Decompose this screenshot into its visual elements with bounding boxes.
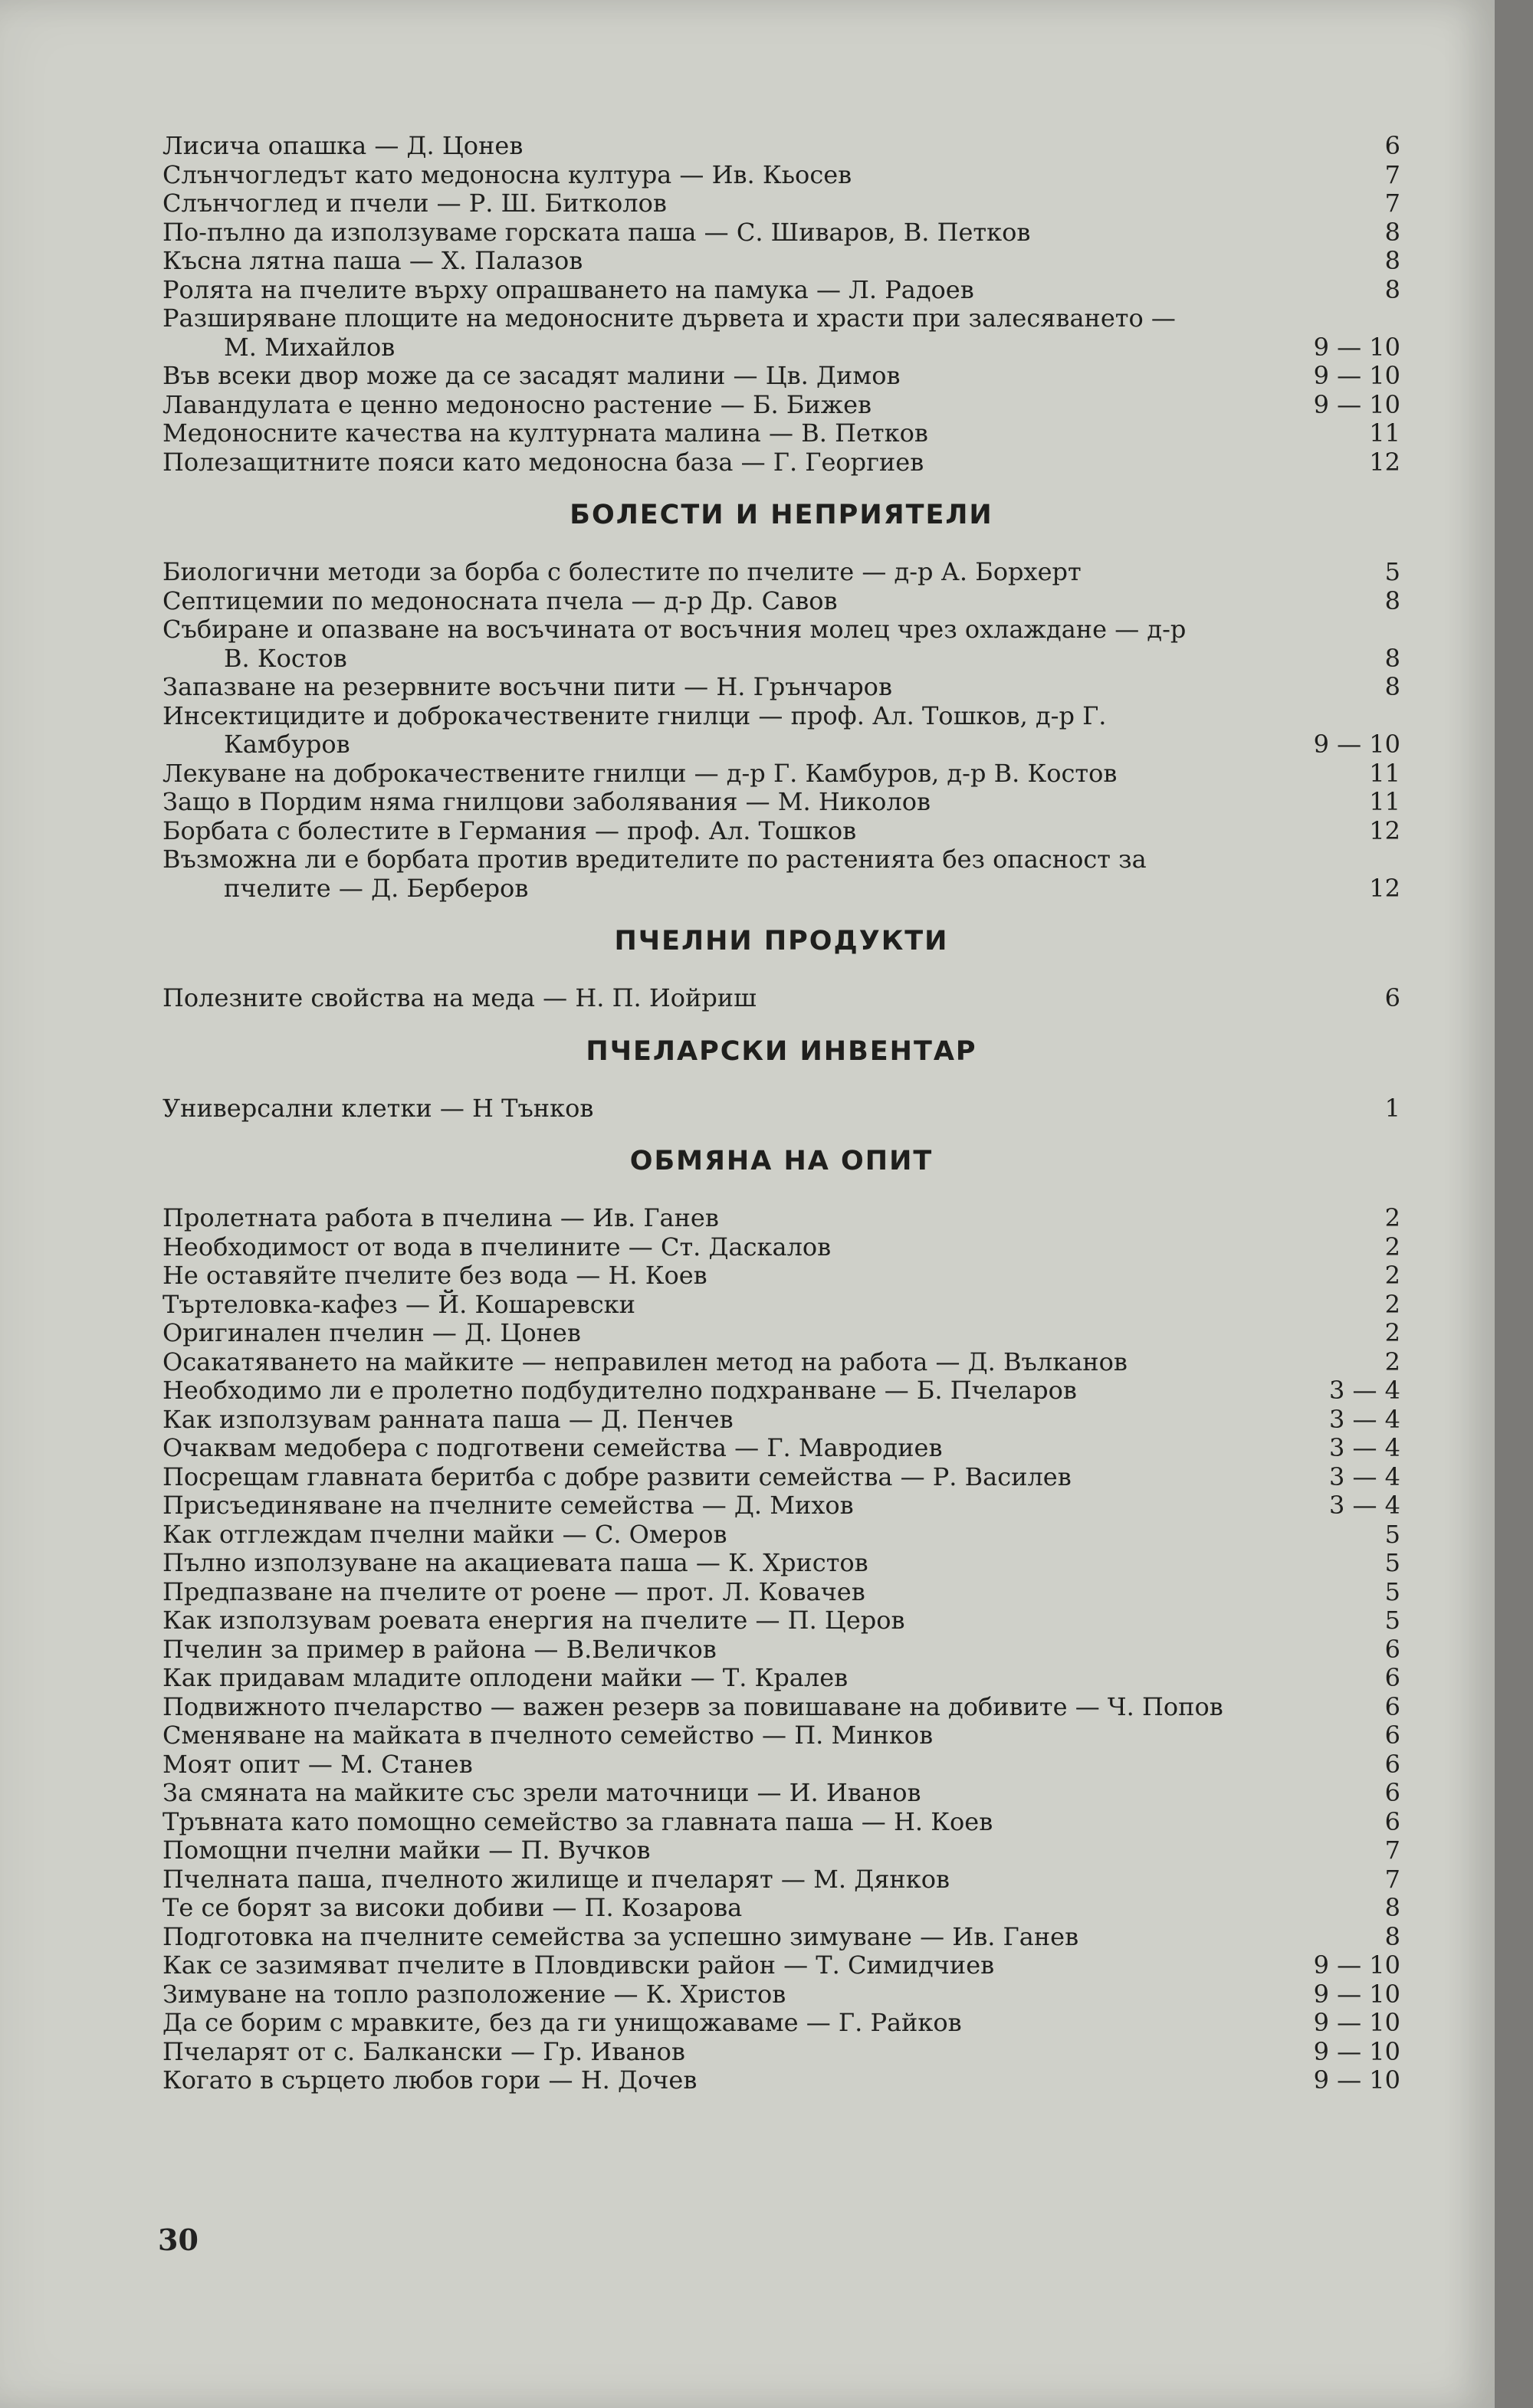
entry-page-number: 9 — 10 xyxy=(1313,2065,1400,2095)
toc-entry xyxy=(162,558,1400,587)
toc-entry xyxy=(162,2066,1400,2095)
entry-title: Септицемии по медоносната пчела — д-р Др. Савов xyxy=(162,586,838,615)
toc-entry xyxy=(162,1664,1400,1693)
entry-title: Възможна ли е борбата против вредителите по растенията без опасност за xyxy=(162,845,1147,874)
entry-page-number: 5 xyxy=(1384,1548,1400,1577)
entry-title: Помощни пчелни майки — П. Вучков xyxy=(162,1836,651,1865)
entry-title: Как отглеждам пчелни майки — С. Омеров xyxy=(162,1519,727,1549)
toc-entry xyxy=(162,1291,1400,1320)
entry-page-number: 9 — 10 xyxy=(1313,332,1400,362)
toc-entry xyxy=(162,1693,1400,1722)
entry-page-number: 2 xyxy=(1384,1261,1400,1290)
entry-title: Лекуване на доброкачествените гнилци — д-р Г. Камбуров, д-р В. Костов xyxy=(162,758,1118,788)
entry-title: Необходимост от вода в пчелините — Ст. Даскалов xyxy=(162,1232,832,1261)
entry-title: Подготовка на пчелните семейства за успешно зимуване — Ив. Ганев xyxy=(162,1921,1079,1951)
entry-page-number: 8 xyxy=(1384,217,1400,247)
entry-title: Когато в сърцето любов гори — Н. Дочев xyxy=(162,2065,698,2095)
entry-title: Пролетната работа в пчелина — Ив. Ганев xyxy=(162,1203,719,1232)
entry-title: Подвижното пчеларство — важен резерв за повишаване на добивите — Ч. Попов xyxy=(162,1691,1223,1721)
toc-entry xyxy=(162,1923,1400,1952)
toc-entry xyxy=(162,1348,1400,1377)
entry-page-number: 6 xyxy=(1384,983,1400,1012)
entry-page-number: 12 xyxy=(1369,873,1400,903)
toc-entry xyxy=(162,1606,1400,1635)
entry-page-number: 11 xyxy=(1369,758,1400,788)
toc-entry xyxy=(162,304,1400,362)
toc-section xyxy=(162,132,1400,477)
toc-entry xyxy=(162,1779,1400,1808)
entry-title: Събиране и опазване на восъчината от восъчния молец чрез охлаждане — д-р xyxy=(162,615,1187,644)
entry-page-number: 8 xyxy=(1384,1921,1400,1951)
entry-page-number: 8 xyxy=(1384,246,1400,275)
toc-entry xyxy=(162,1836,1400,1865)
entry-page-number: 6 xyxy=(1384,1749,1400,1779)
entry-page-number: 3 — 4 xyxy=(1328,1462,1400,1491)
entry-page-number: 6 xyxy=(1384,1721,1400,1750)
entry-title: Пчеларят от с. Балкански — Гр. Иванов xyxy=(162,2036,685,2066)
entry-page-number: 8 xyxy=(1384,274,1400,304)
entry-page-number: 3 — 4 xyxy=(1328,1433,1400,1462)
toc-entry xyxy=(162,817,1400,846)
toc-entry xyxy=(162,247,1400,276)
entry-title: Как придавам младите оплодени майки — Т. Кралев xyxy=(162,1663,849,1692)
toc-entry xyxy=(162,1894,1400,1923)
toc-entry xyxy=(162,218,1400,248)
toc-entry xyxy=(162,419,1400,448)
toc-section xyxy=(162,1146,1400,2095)
entry-title: За смяната на майките със зрели маточници — И. Иванов xyxy=(162,1778,921,1807)
toc-section xyxy=(162,1036,1400,1124)
toc-entry xyxy=(162,1491,1400,1521)
entry-page-number: 7 xyxy=(1384,1836,1400,1865)
entry-title: Полезните свойства на меда — Н. П. Иойриш xyxy=(162,983,757,1012)
entry-title: Те се борят за високи добиви — П. Козарова xyxy=(162,1893,743,1922)
toc-entry xyxy=(162,391,1400,420)
toc-entry xyxy=(162,132,1400,161)
entry-title-continuation: М. Михайлов xyxy=(224,332,396,362)
toc-entry xyxy=(162,1434,1400,1463)
entry-page-number: 8 xyxy=(1384,1893,1400,1922)
toc-entry xyxy=(162,362,1400,391)
toc-entry xyxy=(162,759,1400,789)
toc-entry xyxy=(162,1376,1400,1406)
entry-title: Търтеловка-кафез — Й. Кошаревски xyxy=(162,1289,635,1319)
entry-page-number: 6 xyxy=(1384,131,1400,160)
entry-page-number: 2 xyxy=(1384,1347,1400,1376)
entry-page-number: 2 xyxy=(1384,1232,1400,1261)
section-heading: ПЧЕЛАРСКИ ИНВЕНТАР xyxy=(586,1035,977,1067)
toc-entry xyxy=(162,1549,1400,1578)
entry-title: Ролята на пчелите върху опрашването на памука — Л. Радоев xyxy=(162,274,974,304)
entry-page-number: 9 — 10 xyxy=(1313,2008,1400,2037)
toc-entry xyxy=(162,788,1400,817)
entry-title: Пълно използуване на акациевата паша — К. Христов xyxy=(162,1548,868,1577)
entry-title: Медоносните качества на културната малина — В. Петков xyxy=(162,418,928,448)
toc-entry xyxy=(162,1233,1400,1262)
entry-title: Оригинален пчелин — Д. Цонев xyxy=(162,1318,581,1347)
entry-title: Пчелин за пример в района — В.Величков xyxy=(162,1634,717,1664)
toc-entry xyxy=(162,587,1400,616)
entry-title: Необходимо ли е пролетно подбудително подхранване — Б. Пчеларов xyxy=(162,1376,1077,1405)
entry-title-continuation: пчелите — Д. Берберов xyxy=(224,873,529,903)
entry-page-number: 7 xyxy=(1384,189,1400,218)
entry-page-number: 2 xyxy=(1384,1289,1400,1319)
entry-page-number: 6 xyxy=(1384,1691,1400,1721)
entry-page-number: 9 — 10 xyxy=(1313,361,1400,390)
toc-entry xyxy=(162,2038,1400,2067)
toc-entry xyxy=(162,1406,1400,1435)
entry-title: Как използувам ранната паша — Д. Пенчев xyxy=(162,1404,734,1434)
entry-page-number: 12 xyxy=(1369,815,1400,845)
entry-page-number: 9 — 10 xyxy=(1313,2036,1400,2066)
entry-page-number: 6 xyxy=(1384,1663,1400,1692)
entry-page-number: 9 — 10 xyxy=(1313,730,1400,759)
entry-page-number: 9 — 10 xyxy=(1313,1979,1400,2009)
entry-title: Лисича опашка — Д. Цонев xyxy=(162,131,524,160)
entry-page-number: 8 xyxy=(1384,672,1400,701)
toc-entry xyxy=(162,1750,1400,1780)
entry-page-number: 8 xyxy=(1384,586,1400,615)
table-of-contents xyxy=(162,132,1400,2118)
section-heading: ОБМЯНА НА ОПИТ xyxy=(629,1146,934,1176)
entry-title: Посрещам главната беритба с добре развити семейства — Р. Василев xyxy=(162,1462,1072,1491)
entry-title: Слънчоглед и пчели — Р. Ш. Битколов xyxy=(162,189,667,218)
toc-entry xyxy=(162,702,1400,759)
entry-title-continuation: Камбуров xyxy=(224,730,350,759)
toc-entry xyxy=(162,1463,1400,1492)
entry-page-number: 12 xyxy=(1369,447,1400,477)
entry-title: Разширяване площите на медоносните дървета и храсти при залесяването — xyxy=(162,303,1176,333)
entry-title: Слънчогледът като медоносна култура — Ив. Кьосев xyxy=(162,159,852,189)
entry-title: Зимуване на топло разположение — К. Христов xyxy=(162,1979,786,2009)
toc-section xyxy=(162,500,1400,903)
entry-title: Пчелната паша, пчелното жилище и пчеларят — М. Дянков xyxy=(162,1864,950,1894)
toc-entry xyxy=(162,1261,1400,1291)
entry-title: Биологични методи за борба с болестите по пчелите — д-р А. Борхерт xyxy=(162,557,1082,586)
toc-entry xyxy=(162,1721,1400,1750)
entry-page-number: 5 xyxy=(1384,557,1400,586)
entry-page-number: 11 xyxy=(1369,418,1400,448)
section-heading: БОЛЕСТИ И НЕПРИЯТЕЛИ xyxy=(570,500,993,530)
entry-page-number: 9 — 10 xyxy=(1313,1950,1400,1980)
toc-entry xyxy=(162,1094,1400,1124)
entry-title: Универсални клетки — Н Тънков xyxy=(162,1093,594,1123)
entry-title: Лавандулата е ценно медоносно растение — Б. Бижев xyxy=(162,389,872,419)
entry-title: Полезащитните пояси като медоносна база — Г. Георгиев xyxy=(162,447,924,477)
toc-entry xyxy=(162,1980,1400,2009)
toc-entry xyxy=(162,1635,1400,1665)
entry-title: Сменяване на майката в пчелното семейство — П. Минков xyxy=(162,1721,934,1750)
entry-page-number: 3 — 4 xyxy=(1328,1491,1400,1520)
entry-title: По-пълно да използуваме горската паша — С. Шиваров, В. Петков xyxy=(162,217,1031,247)
entry-title: Инсектицидите и доброкачествените гнилци — проф. Ал. Тошков, д-р Г. xyxy=(162,700,1107,730)
toc-entry xyxy=(162,448,1400,477)
entry-title: Във всеки двор може да се засадят малини — Цв. Димов xyxy=(162,361,901,390)
toc-entry xyxy=(162,1865,1400,1895)
toc-entry xyxy=(162,276,1400,305)
entry-title: Предпазване на пчелите от роене — прот. Л. Ковачев xyxy=(162,1576,865,1606)
entry-page-number: 1 xyxy=(1384,1093,1400,1123)
entry-title: Да се борим с мравките, без да ги унищожаваме — Г. Райков xyxy=(162,2008,962,2037)
entry-page-number: 5 xyxy=(1384,1606,1400,1635)
toc-entry xyxy=(162,1808,1400,1837)
entry-page-number: 5 xyxy=(1384,1519,1400,1549)
entry-page-number: 7 xyxy=(1384,1864,1400,1894)
entry-page-number: 3 — 4 xyxy=(1328,1404,1400,1434)
toc-entry xyxy=(162,615,1400,673)
entry-page-number: 3 — 4 xyxy=(1328,1376,1400,1405)
section-heading: ПЧЕЛНИ ПРОДУКТИ xyxy=(614,926,949,956)
entry-page-number: 6 xyxy=(1384,1806,1400,1836)
entry-title: Не оставяйте пчелите без вода — Н. Коев xyxy=(162,1261,707,1290)
toc-entry xyxy=(162,845,1400,903)
entry-page-number: 5 xyxy=(1384,1576,1400,1606)
toc-entry xyxy=(162,673,1400,702)
toc-entry xyxy=(162,1951,1400,1980)
entry-page-number: 9 — 10 xyxy=(1313,389,1400,419)
entry-page-number: 11 xyxy=(1369,787,1400,816)
entry-page-number: 2 xyxy=(1384,1203,1400,1232)
toc-entry xyxy=(162,1204,1400,1233)
entry-page-number: 6 xyxy=(1384,1634,1400,1664)
toc-entry xyxy=(162,1578,1400,1607)
entry-title: Запазване на резервните восъчни пити — Н. Грънчаров xyxy=(162,672,892,701)
toc-entry xyxy=(162,984,1400,1013)
entry-title: Очаквам медобера с подготвени семейства — Г. Мавродиев xyxy=(162,1433,943,1462)
entry-page-number: 6 xyxy=(1384,1778,1400,1807)
entry-title: Как се зазимяват пчелите в Пловдивски район — Т. Симидчиев xyxy=(162,1950,995,1980)
entry-title: Моят опит — М. Станев xyxy=(162,1749,473,1779)
toc-entry xyxy=(162,189,1400,218)
entry-page-number: 7 xyxy=(1384,159,1400,189)
entry-page-number: 8 xyxy=(1384,643,1400,673)
entry-title: Осакатяването на майките — неправилен метод на работа — Д. Вълканов xyxy=(162,1347,1128,1376)
entry-title: Късна лятна паша — Х. Палазов xyxy=(162,246,583,275)
entry-title: Присъединяване на пчелните семейства — Д. Михов xyxy=(162,1491,854,1520)
toc-entry xyxy=(162,1319,1400,1348)
toc-entry xyxy=(162,2009,1400,2038)
toc-section xyxy=(162,926,1400,1013)
toc-entry xyxy=(162,1521,1400,1550)
entry-title: Защо в Пордим няма гнилцови заболявания — М. Николов xyxy=(162,787,931,816)
entry-page-number: 2 xyxy=(1384,1318,1400,1347)
entry-title: Борбата с болестите в Германия — проф. Ал. Тошков xyxy=(162,815,857,845)
toc-entry xyxy=(162,161,1400,190)
entry-title: Тръвната като помощно семейство за главната паша — Н. Коев xyxy=(162,1806,993,1836)
page-number: 30 xyxy=(158,2223,199,2257)
entry-title-continuation: В. Костов xyxy=(224,643,347,673)
entry-title: Как използувам роевата енергия на пчелите — П. Церов xyxy=(162,1606,905,1635)
